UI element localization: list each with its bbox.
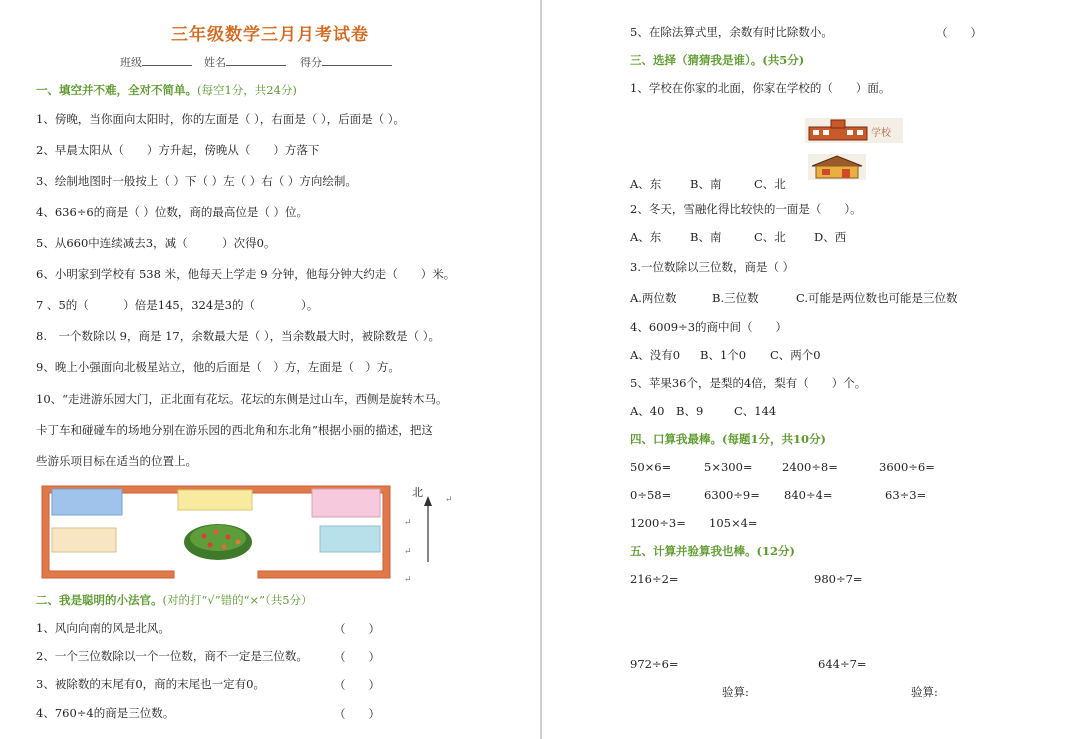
question-10-line2: 卡丁车和碰碰车的场地分别在游乐园的西北角和东北角”根据小丽的描述，把这 [36, 423, 433, 437]
question-1: 1、傍晚，当你面向太阳时，你的左面是（ ），右面是（ ），后面是（ ）。 [36, 112, 406, 126]
choice-2-option[interactable]: C、北 [754, 230, 786, 244]
oral-item: 1200÷3= [630, 516, 686, 530]
choice-4: 4、6009÷3的商中间（ ） [630, 320, 788, 334]
choice-3-option[interactable]: A.两位数 [630, 291, 677, 305]
check-label: 验算: [722, 685, 749, 699]
section2-heading: 二、我是聪明的小法官。(对的打“√”错的“×”（共5分） [36, 593, 313, 607]
oral-item: 105×4= [709, 516, 758, 530]
choice-3-option[interactable]: C.可能是两位数也可能是三位数 [796, 291, 958, 305]
judge-5: 5、在除法算式里，余数有时比除数小。 [630, 25, 833, 39]
answer-paren[interactable]: （ ） [334, 622, 380, 636]
section1-heading: 一、填空并不难，全对不简单。(每空1分，共24分) [36, 83, 297, 97]
question-10-line3: 些游乐项目标在适当的位置上。 [36, 454, 197, 468]
plot-west[interactable] [52, 528, 116, 552]
class-field[interactable] [120, 54, 192, 70]
choice-2-option[interactable]: A、东 [630, 230, 662, 244]
check-label: 验算: [911, 685, 938, 699]
return-mark: ↵ [445, 495, 453, 505]
question-9: 9、晚上小强面向北极星站立，他的后面是（ ）方，左面是（ ）方。 [36, 360, 400, 374]
oral-item: 2400÷8= [782, 460, 838, 474]
school-sign-text: 学校 [871, 128, 891, 139]
answer-paren[interactable]: （ ） [334, 650, 380, 664]
return-mark: ↵ [404, 518, 412, 528]
judge-2: 2、一个三位数除以一个一位数，商不一定是三位数。 [36, 649, 308, 663]
choice-4-option[interactable]: B、1个0 [700, 348, 747, 362]
north-label: 北 [412, 486, 423, 499]
exam-title: 三年级数学三月月考试卷 [171, 25, 369, 45]
choice-2-option[interactable]: D、西 [814, 230, 847, 244]
calc-item: 216÷2= [630, 572, 679, 586]
park-map [38, 482, 438, 584]
section3-heading: 三、选择（猜猜我是谁）。(共5分) [630, 53, 805, 67]
school-image [805, 118, 903, 143]
answer-paren[interactable]: （ ） [936, 26, 982, 40]
choice-5-option[interactable]: C、144 [734, 404, 777, 418]
score-label: 得分 [300, 56, 322, 69]
question-6: 6、小明家到学校有 538 米，他每天上学走 9 分钟，他每分钟大约走（ ）米。 [36, 267, 456, 281]
calc-item: 972÷6= [630, 657, 679, 671]
return-mark: ↵ [404, 547, 412, 557]
name-label: 姓名 [204, 56, 226, 69]
choice-1-option[interactable]: A、东 [630, 177, 662, 191]
judge-4: 4、760÷4的商是三位数。 [36, 706, 175, 720]
choice-5-option[interactable]: A、40 [630, 404, 665, 418]
oral-item: 50×6= [630, 460, 672, 474]
north-arrow-head [424, 496, 432, 506]
oral-item: 3600÷6= [879, 460, 935, 474]
oral-item: 840÷4= [784, 488, 833, 502]
score-field[interactable] [300, 54, 392, 70]
choice-5-option[interactable]: B、9 [676, 404, 704, 418]
choice-1-option[interactable]: C、北 [754, 177, 786, 191]
answer-paren[interactable]: （ ） [334, 678, 380, 692]
house-image [808, 154, 866, 180]
oral-item: 5×300= [704, 460, 753, 474]
question-10-line1: 10、“走进游乐园大门，正北面有花坛。花坛的东侧是过山车，西侧是旋转木马。 [36, 392, 448, 406]
house-roof [812, 156, 862, 166]
choice-4-option[interactable]: C、两个0 [770, 348, 821, 362]
name-field[interactable] [204, 54, 286, 70]
return-mark: ↵ [404, 575, 412, 585]
calc-item: 980÷7= [814, 572, 863, 586]
oral-item: 63÷3= [885, 488, 927, 502]
oral-item: 0÷58= [630, 488, 672, 502]
choice-1: 1、学校在你家的北面，你家在学校的（ ）面。 [630, 81, 891, 95]
plot-east[interactable] [320, 526, 380, 552]
choice-1-option[interactable]: B、南 [690, 177, 722, 191]
choice-5: 5、苹果36个，是梨的4倍，梨有（ ）个。 [630, 376, 867, 390]
plot-north[interactable] [178, 490, 252, 510]
section1-note: (每空1分，共24分) [197, 83, 297, 97]
question-7: 7 、5的（ ）倍是145，324是3的（ ）。 [36, 298, 319, 312]
choice-2: 2、冬天，雪融化得比较快的一面是（ ）。 [630, 202, 862, 216]
section5-heading: 五、计算并验算我也棒。(12分) [630, 544, 795, 558]
calc-item: 644÷7= [818, 657, 867, 671]
question-5: 5、从660中连续减去3，减（ ）次得0。 [36, 236, 276, 250]
choice-3: 3.一位数除以三位数，商是（ ） [630, 260, 795, 274]
choice-3-option[interactable]: B.三位数 [712, 291, 759, 305]
plot-northeast[interactable] [312, 489, 380, 517]
section4-heading: 四、口算我最棒。(每题1分，共10分) [630, 432, 826, 446]
judge-3: 3、被除数的末尾有0，商的末尾也一定有0。 [36, 677, 265, 691]
plot-northwest[interactable] [52, 489, 122, 515]
flower-bed-center [190, 525, 246, 551]
question-3: 3、绘制地图时一般按上（ ）下（ ）左（ ）右（ ）方向绘制。 [36, 174, 357, 188]
question-2: 2、早晨太阳从（ ）方升起，傍晚从（ ）方落下 [36, 143, 320, 157]
section2-note: (对的打“√”错的“×”（共5分） [162, 593, 313, 607]
question-4: 4、636÷6的商是（ ）位数，商的最高位是（ ）位。 [36, 205, 309, 219]
answer-paren[interactable]: （ ） [334, 707, 380, 721]
judge-1: 1、风向向南的风是北风。 [36, 621, 170, 635]
choice-4-option[interactable]: A、没有0 [630, 348, 681, 362]
oral-item: 6300÷9= [704, 488, 760, 502]
question-8: 8. 一个数除以 9，商是 17，余数最大是（ ），当余数最大时，被除数是（ ）。 [36, 329, 441, 343]
right-page [542, 0, 1080, 739]
choice-2-option[interactable]: B、南 [690, 230, 722, 244]
class-label: 班级 [120, 56, 142, 69]
